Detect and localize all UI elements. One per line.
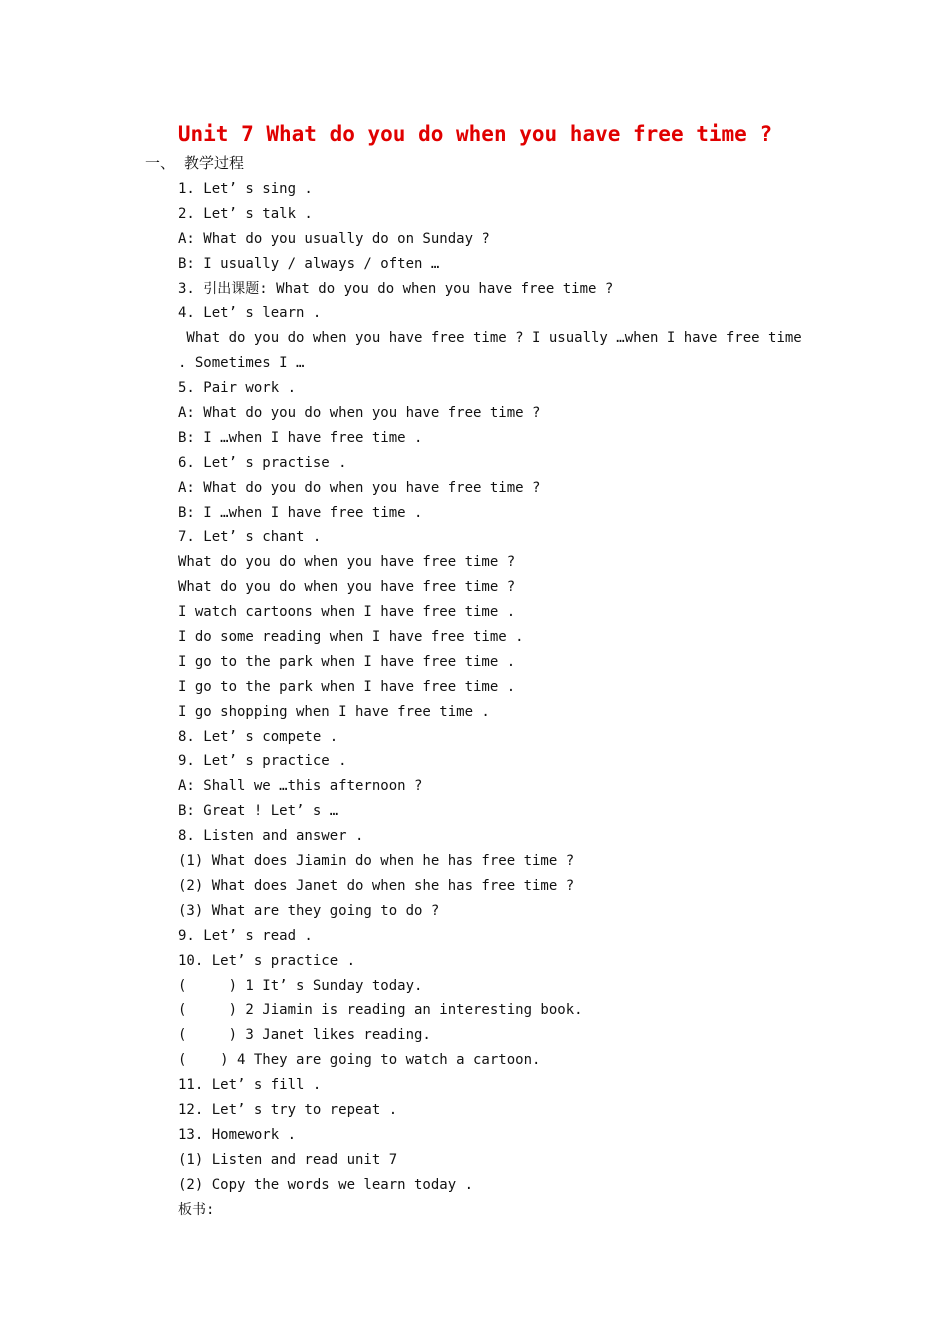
lesson-steps: [178, 177, 850, 1222]
text-line: What do you do when you have free time ? I usually …when I have free time: [178, 330, 802, 347]
text-line: A: What do you do when you have free time ?: [178, 405, 541, 422]
text-line: 9. Let’ s practice .: [178, 753, 347, 770]
text-line: 3. 引出课题: What do you do when you have free time ?: [178, 280, 614, 297]
text-line: 11. Let’ s fill .: [178, 1077, 322, 1094]
text-line: B: Great ! Let’ s …: [178, 803, 339, 820]
text-line: ( ) 3 Janet likes reading.: [178, 1027, 431, 1044]
text-line: 5. Pair work .: [178, 380, 297, 397]
text-line: 2. Let’ s talk .: [178, 205, 313, 222]
text-line: I do some reading when I have free time .: [178, 629, 524, 646]
text-line: 8. Listen and answer .: [178, 828, 364, 845]
text-line: ( ) 1 It’ s Sunday today.: [178, 977, 423, 994]
section-heading: 一、 教学过程: [145, 154, 245, 172]
text-line: (1) What does Jiamin do when he has free time ?: [178, 853, 575, 870]
text-line: A: What do you usually do on Sunday ?: [178, 230, 490, 247]
text-line: A: Shall we …this afternoon ?: [178, 778, 423, 795]
text-line: B: I …when I have free time .: [178, 429, 423, 446]
text-line: (2) What does Janet do when she has free time ?: [178, 877, 575, 894]
text-line: 板书:: [178, 1201, 215, 1218]
text-line: I go shopping when I have free time .: [178, 703, 490, 720]
text-line: 7. Let’ s chant .: [178, 529, 322, 546]
text-line: 10. Let’ s practice .: [178, 952, 356, 969]
text-line: 1. Let’ s sing .: [178, 181, 313, 197]
text-line: B: I …when I have free time .: [178, 504, 423, 521]
text-line: (2) Copy the words we learn today .: [178, 1176, 474, 1193]
text-line: 12. Let’ s try to repeat .: [178, 1101, 398, 1118]
text-line: 13. Homework .: [178, 1126, 297, 1143]
text-line: 9. Let’ s read .: [178, 927, 313, 944]
text-line: ( ) 4 They are going to watch a cartoon.: [178, 1052, 541, 1069]
text-line: (3) What are they going to do ?: [178, 902, 440, 919]
text-line: . Sometimes I …: [178, 355, 305, 372]
text-line: A: What do you do when you have free time ?: [178, 479, 541, 496]
text-line: I watch cartoons when I have free time .: [178, 604, 516, 621]
text-line: 6. Let’ s practise .: [178, 454, 347, 471]
document-title: Unit 7 What do you do when you have free time ?: [177, 122, 773, 146]
text-line: What do you do when you have free time ?: [178, 579, 516, 596]
text-line: (1) Listen and read unit 7: [178, 1151, 398, 1168]
text-line: B: I usually / always / often …: [178, 255, 440, 272]
text-line: I go to the park when I have free time .: [178, 653, 516, 670]
text-line: 8. Let’ s compete .: [178, 728, 339, 745]
text-line: What do you do when you have free time ?: [178, 554, 516, 571]
text-line: 4. Let’ s learn .: [178, 305, 322, 322]
text-line: I go to the park when I have free time .: [178, 678, 516, 695]
text-line: ( ) 2 Jiamin is reading an interesting book.: [178, 1002, 583, 1019]
